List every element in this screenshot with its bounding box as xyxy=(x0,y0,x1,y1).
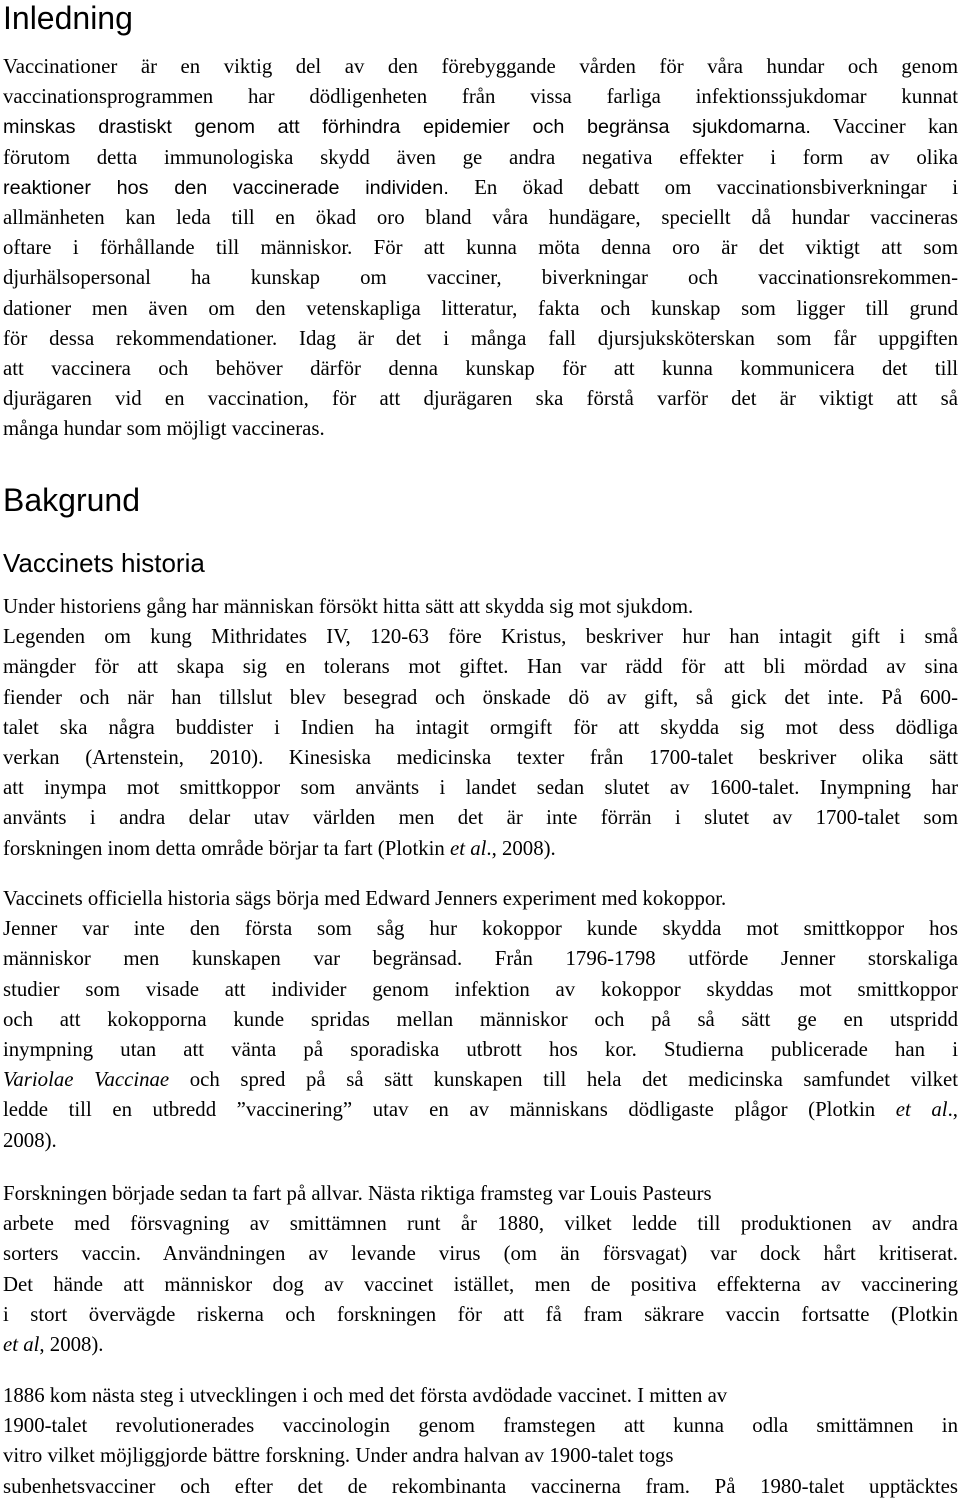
text-line: verkan (Artenstein, 2010). Kinesiska medicinska texter från 1700-talet beskriver olika sätt xyxy=(3,745,958,769)
italic-text: Variolae Vaccinae xyxy=(3,1068,170,1092)
text-line: Jenner var inte den första som såg hur kokoppor kunde skydda mot smittkoppor hos xyxy=(3,917,958,941)
text-line xyxy=(3,112,958,142)
paragraph-inledning xyxy=(3,52,958,444)
text-run: ., xyxy=(947,1098,958,1122)
text-line: subenhetsvacciner och efter det de rekombinanta vaccinerna fram. På 1980-talet upptäcktes xyxy=(3,1474,958,1498)
text-line: Legenden om kung Mithridates IV, 120-63 före Kristus, beskriver hur han intagit gift i små xyxy=(3,625,958,649)
heading-inledning: Inledning xyxy=(3,0,133,36)
text-line: i stort övervägde riskerna och forskningen för att få fram säkrare vaccin fortsatte (Plotkin xyxy=(3,1302,958,1326)
text-run: En ökad debatt om vaccinationsbiverkningar i xyxy=(448,175,958,199)
italic-text: et al xyxy=(895,1098,948,1122)
text-line: att vaccinera och behöver därför denna kunskap för att kunna kommunicera det till xyxy=(3,356,958,380)
text-run: reaktioner hos den vaccinerade individen. xyxy=(3,176,449,199)
paragraph-historia-1 xyxy=(3,592,958,864)
italic-text: et al xyxy=(3,1332,40,1356)
text-line xyxy=(3,173,958,203)
subheading-vaccinets-historia: Vaccinets historia xyxy=(3,548,205,578)
text-line: vaccinationsprogrammen har dödligenheten från vissa farliga infektionssjukdomar kunnat xyxy=(3,85,958,109)
text-line: mängder för att skapa sig en tolerans mot giftet. Han var rädd för att bli mördad av sina xyxy=(3,655,958,679)
text-line: Det hände att människor dog av vaccinet istället, men de positiva effekterna av vaccinering xyxy=(3,1272,958,1296)
text-line: 1886 kom nästa steg i utvecklingen i och med det första avdödade vaccinet. I mitten av xyxy=(3,1384,728,1407)
text-line: människor men kunskapen var begränsad. Från 1796-1798 utförde Jenner storskaliga xyxy=(3,947,958,971)
text-line: Vaccinationer är en viktig del av den förebyggande vården för våra hundar och genom xyxy=(3,55,958,78)
text-line: oftare i förhållande till människor. För att kunna möta denna oro är det viktigt att som xyxy=(3,236,958,260)
text-line: och att kokopporna kunde spridas mellan människor och på så sätt ge en utspridd xyxy=(3,1007,958,1031)
text-line: 2008). xyxy=(3,1128,57,1152)
text-line: djurhälsopersonal ha kunskap om vacciner, biverkningar och vaccinationsrekommen- xyxy=(3,266,958,290)
text-run: ledde till en utbredd ”vaccinering” utav en av människans dödligaste plågor (Plotkin xyxy=(3,1098,896,1122)
text-line: studier som visade att individer genom infektion av kokoppor skyddas mot smittkoppor xyxy=(3,977,958,1001)
text-line: inympning utan att vänta på sporadiska utbrott hos kor. Studierna publicerade han i xyxy=(3,1037,958,1061)
italic-text: et al xyxy=(450,836,487,860)
text-line xyxy=(3,834,958,864)
text-line: Vaccinets officiella historia sägs börja med Edward Jenners experiment med kokoppor. xyxy=(3,887,727,910)
text-line: allmänheten kan leda till en ökad oro bland våra hundägare, speciellt då hundar vaccineras xyxy=(3,205,958,229)
text-line: Under historiens gång har människan försökt hitta sätt att skydda sig mot sjukdom. xyxy=(3,595,694,618)
text-run: Vacciner kan xyxy=(810,115,958,139)
paragraph-historia-2 xyxy=(3,884,958,1156)
text-line xyxy=(3,1095,958,1125)
text-line: dationer men även om den vetenskapliga litteratur, fakta och kunskap som ligger till grund xyxy=(3,296,958,320)
text-line: för dessa rekommendationer. Idag är det i många fall djursjuksköterskan som får uppgiften xyxy=(3,326,958,350)
text-line: 1900-talet revolutionerades vaccinologin genom framstegen att kunna odla smittämnen in xyxy=(3,1414,958,1438)
text-run: forskningen inom detta område börjar ta fart (Plotkin xyxy=(3,836,451,860)
text-line: Forskningen började sedan ta fart på allvar. Nästa riktiga framsteg var Louis Pasteurs xyxy=(3,1182,712,1205)
paragraph-historia-3 xyxy=(3,1179,958,1360)
text-line: sorters vaccin. Användningen av levande virus (om än försvagat) var dock hårt kritiserat. xyxy=(3,1242,958,1266)
text-line: fiender och när han tillslut blev besegrad och önskade dö av gift, så gick det inte. På 600- xyxy=(3,685,958,709)
text-line: vitro vilket möjliggjorde bättre forskning. Under andra halvan av 1900-talet togs xyxy=(3,1444,674,1468)
text-line: förutom detta immunologiska skydd även ge andra negativa effekter i form av olika xyxy=(3,145,958,169)
text-run: ., 2008). xyxy=(486,836,556,860)
text-run: , 2008). xyxy=(39,1332,104,1356)
text-line xyxy=(3,1330,958,1360)
text-line: talet ska några buddister i Indien ha intagit ormgift för att skydda sig mot dess dödliga xyxy=(3,715,958,739)
text-line: många hundar som möjligt vaccineras. xyxy=(3,417,325,441)
text-run: och spred på så sätt kunskapen till hela det medicinska samfundet vilket xyxy=(169,1068,958,1092)
text-line: djurägaren vid en vaccination, för att djurägaren ska förstå varför det är viktigt att så xyxy=(3,387,958,411)
text-line: arbete med försvagning av smittämnen runt år 1880, vilket ledde till produktionen av andra xyxy=(3,1212,958,1236)
text-line: använts i andra delar utav världen men det är inte förrän i slutet av 1700-talet som xyxy=(3,806,958,830)
paragraph-historia-4 xyxy=(3,1381,958,1502)
text-run: minskas drastiskt genom att förhindra epidemier och begränsa sjukdomarna. xyxy=(3,116,811,139)
text-line xyxy=(3,1065,958,1095)
heading-bakgrund: Bakgrund xyxy=(3,482,140,518)
text-line: att inympa mot smittkoppor som använts i landet sedan slutet av 1600-talet. Inympning har xyxy=(3,776,958,800)
